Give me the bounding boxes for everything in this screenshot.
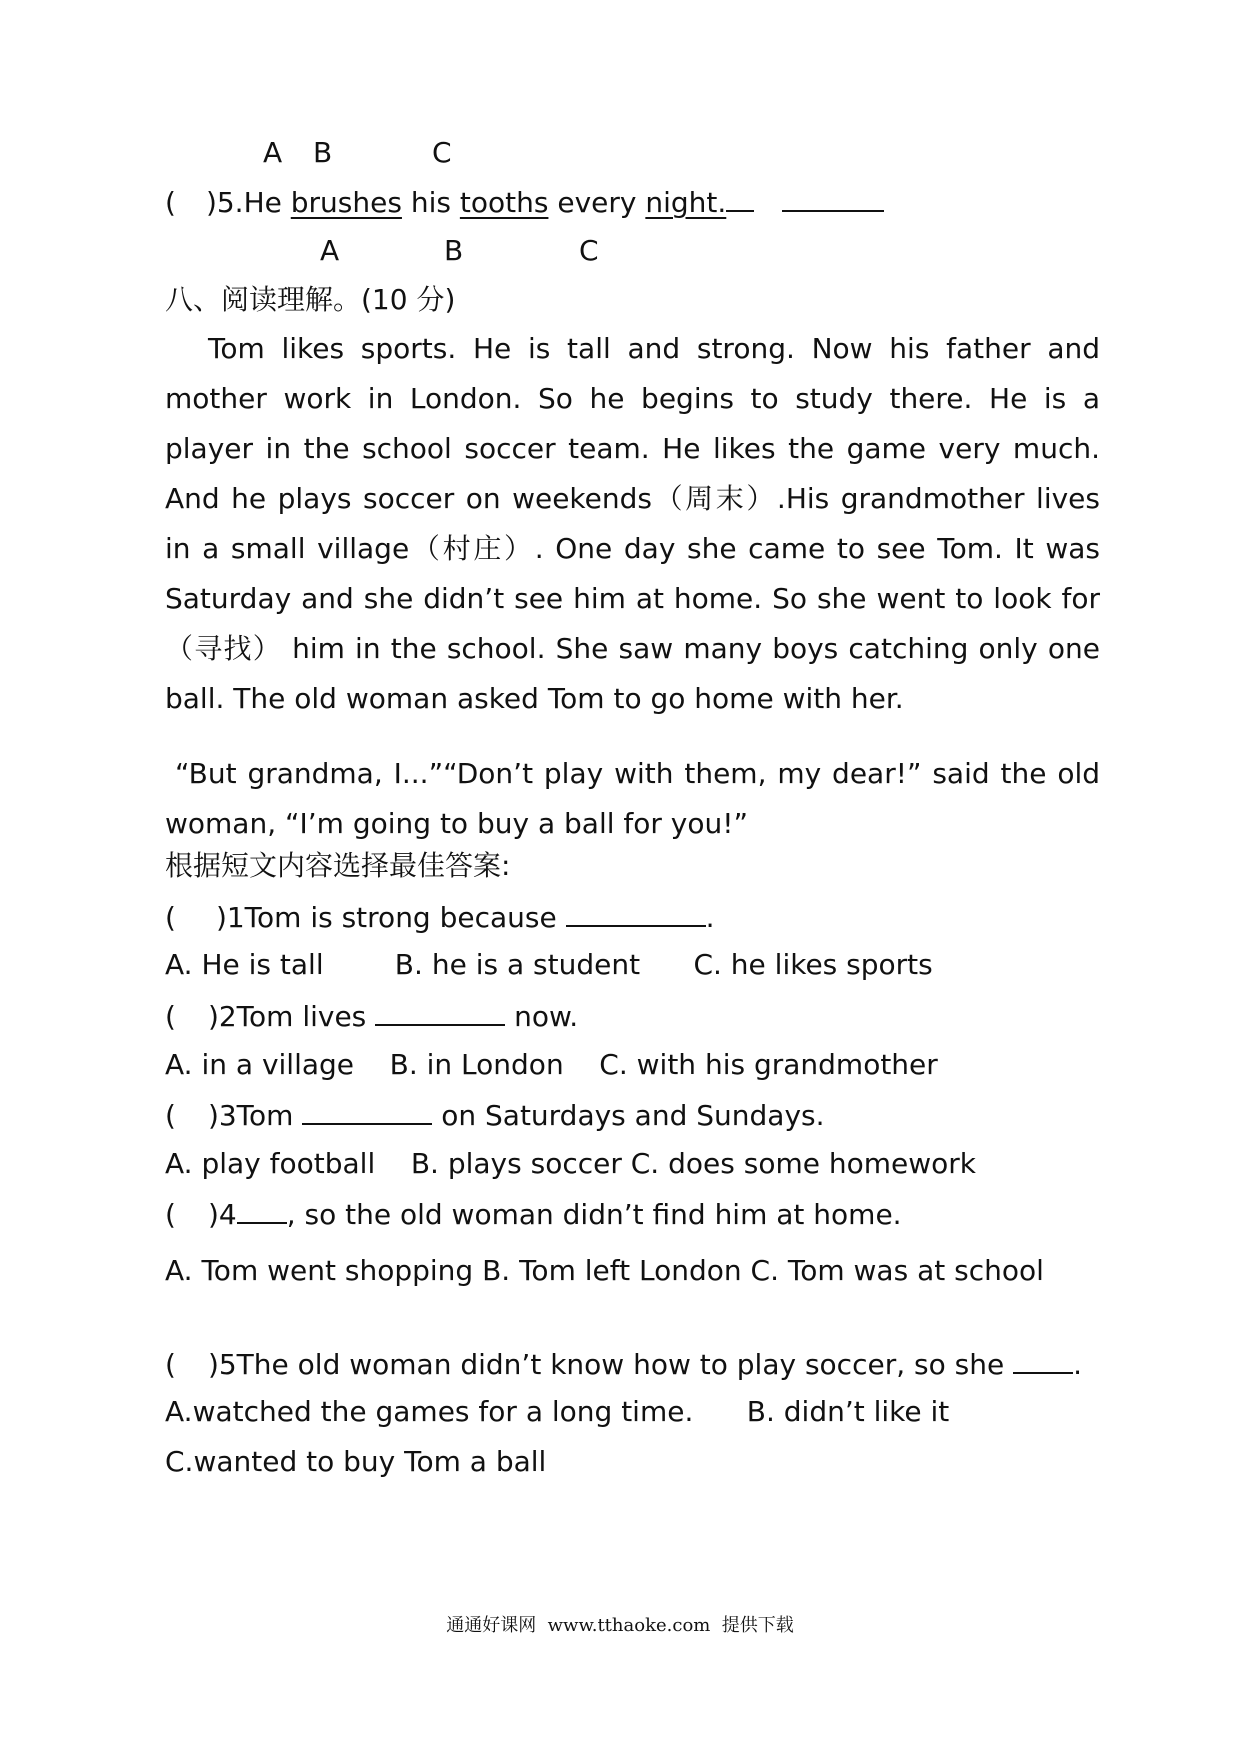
question-5 — [165, 1346, 1082, 1382]
section-title: 八、阅读理解。(10 分) — [165, 283, 456, 316]
passage-paragraph-2: “But grandma, I...”“Don’t play with them, my dear!” said the old woman, “I’m going to buy a ball for you!” — [165, 757, 1100, 840]
question-3-end: on Saturdays and Sundays. — [432, 1099, 825, 1132]
question-4-options: A. Tom went shopping B. Tom left London C. Tom was at school — [165, 1254, 1044, 1287]
question-5-end: . — [1073, 1348, 1082, 1381]
question-1-options: A. He is tall B. he is a student C. he likes sports — [165, 948, 933, 981]
question-2-options: A. in a village B. in London C. with his grandmother — [165, 1048, 938, 1081]
question-4-end: , so the old woman didn’t find him at home. — [286, 1198, 902, 1231]
question-3-stem: )3Tom — [207, 1099, 303, 1132]
question-5-options-line-1: A.watched the games for a long time. B. didn’t like it — [165, 1395, 950, 1428]
option-letter-b: B — [313, 136, 333, 169]
question-1-end: . — [705, 901, 715, 934]
answer-paren: ( — [165, 1198, 176, 1231]
option-letter-c: C — [432, 136, 452, 169]
question-1 — [165, 899, 715, 935]
question-2-stem: )2Tom lives — [207, 1000, 376, 1033]
answer-blank — [302, 1097, 432, 1125]
question-2-end: now. — [505, 1000, 579, 1033]
question-5-line — [165, 184, 884, 220]
option-letter-c: C — [579, 234, 599, 267]
q5-text: every — [548, 186, 646, 219]
question-1-stem: )1Tom is strong because — [215, 901, 566, 934]
question-5-stem: )5The old woman didn’t know how to play soccer, so she — [207, 1348, 1014, 1381]
question-2 — [165, 998, 578, 1034]
page-footer: 通通好课网 www.tthaoke.com 提供下载 — [446, 1615, 794, 1636]
answer-blank — [566, 899, 706, 927]
instruction-text: 根据短文内容选择最佳答案: — [165, 849, 511, 882]
question-5-options-line-2: C.wanted to buy Tom a ball — [165, 1445, 547, 1478]
underlined-word-a: brushes — [290, 186, 402, 219]
passage-paragraph-1: Tom likes sports. He is tall and strong. Now his father and mother work in London. So he begins to study there. He is a player in the school soccer team. He likes the game very much. And he plays soccer on weekends（周末）.His grandmother lives in a small village（村庄）. One day she came to see Tom. It was Saturday and she didn’t see him at home. So she went to look for（寻找） him in the school. She saw many boys catching only one ball. The old woman asked Tom to go home with her. — [165, 332, 1100, 715]
question-3-options: A. play football B. plays soccer C. does some homework — [165, 1147, 976, 1180]
answer-paren: ( — [165, 901, 176, 934]
option-letter-a: A — [263, 136, 283, 169]
option-letter-b: B — [444, 234, 464, 267]
answer-paren: ( — [165, 1099, 176, 1132]
underlined-word-c: night. — [645, 186, 727, 219]
answer-blank — [1013, 1346, 1073, 1374]
answer-paren: ( — [165, 1348, 176, 1381]
question-4 — [165, 1196, 902, 1232]
question-3 — [165, 1097, 825, 1133]
underlined-word-b: tooths — [459, 186, 549, 219]
answer-blank — [375, 998, 505, 1026]
answer-paren: ( — [165, 1000, 176, 1033]
option-letter-a: A — [320, 234, 340, 267]
q5-text: his — [401, 186, 460, 219]
answer-blank — [782, 184, 884, 212]
answer-paren: ( — [165, 186, 176, 219]
question-4-stem: )4 — [207, 1198, 237, 1231]
answer-blank — [237, 1196, 287, 1224]
q5-text: )5.He — [205, 186, 291, 219]
